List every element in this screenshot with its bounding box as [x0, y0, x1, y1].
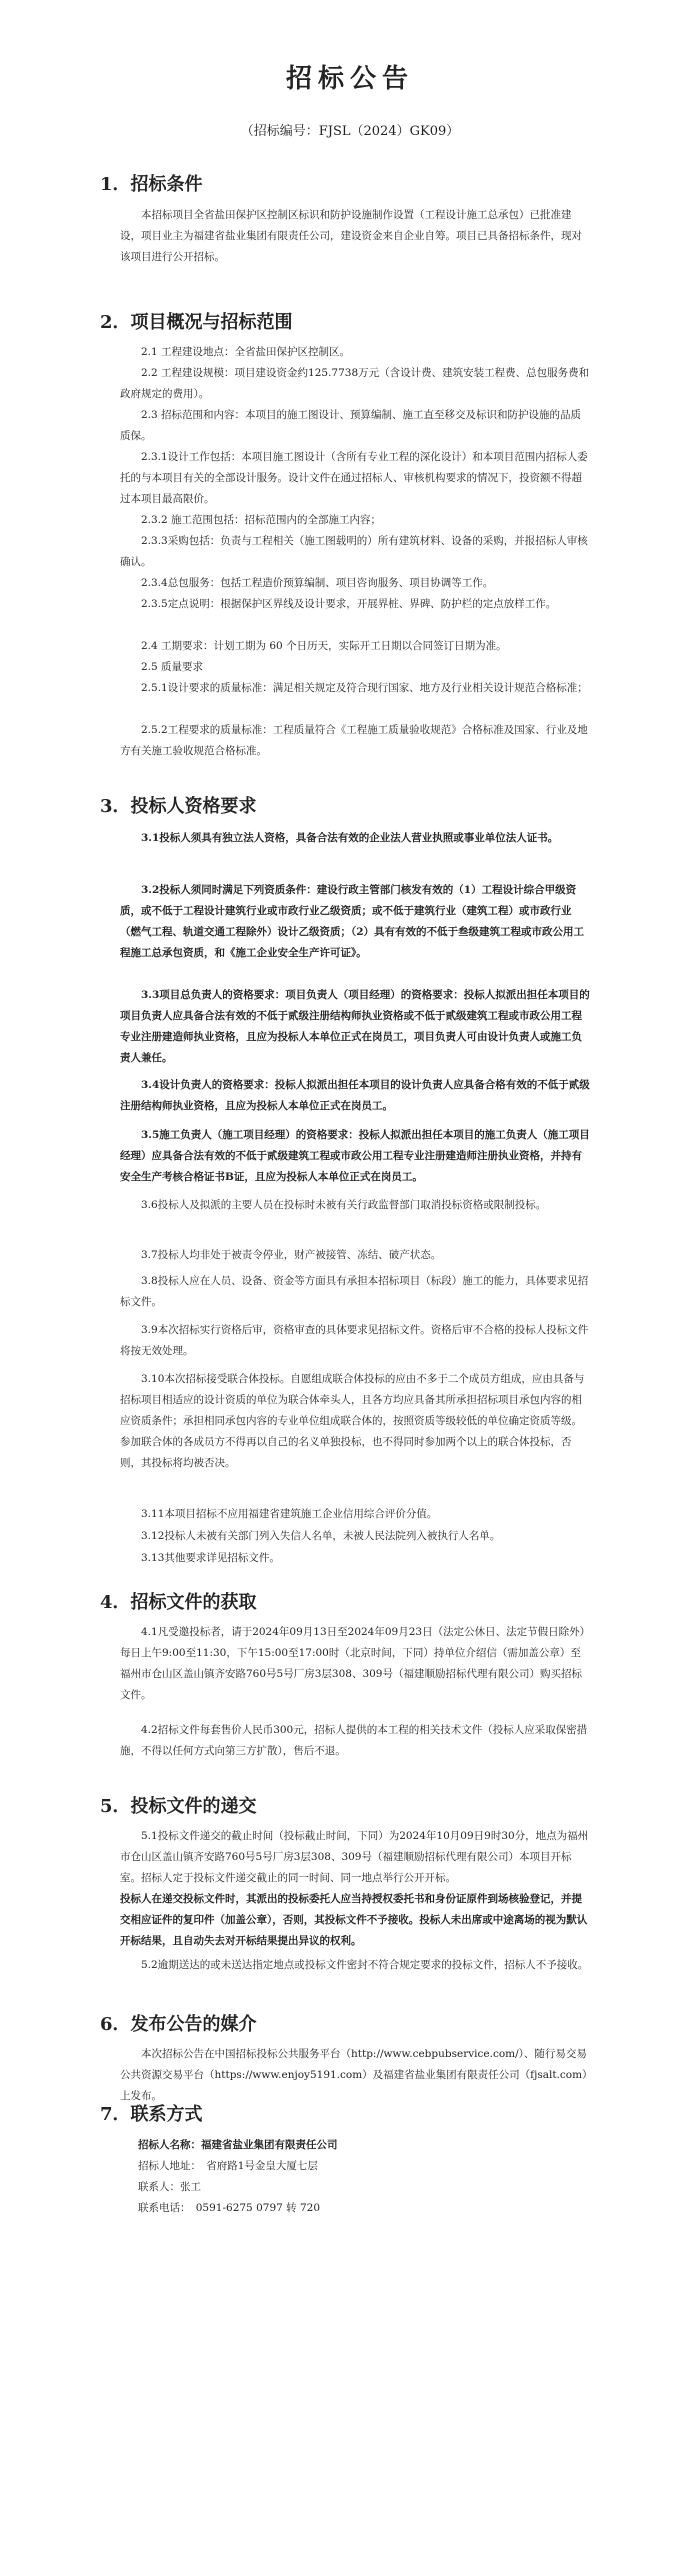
section-3-item: 3.8投标人应在人员、设备、资金等方面具有承担本招标项目（标段）施工的能力，具体要求见招标文件。: [120, 1275, 589, 1308]
section-1-paragraph: 本招标项目全省盐田保护区控制区标识和防护设施制作设置（工程设计施工总承包）已批准建设，项目业主为福建省盐业集团有限责任公司，建设资金来自企业自筹。项目已具备招标条件，现对该项目进行公开招标。: [120, 209, 582, 263]
section-2-item: 2.5.2工程要求的质量标准：工程质量符合《工程施工质量验收规范》合格标准及国家、行业及地方有关施工验收规范合格标准。: [120, 724, 588, 757]
section-5-heading: 5．投标文件的递交: [100, 1796, 257, 1817]
section-3-item: 3.6投标人及拟派的主要人员在投标时未被有关行政监督部门取消投标资格或限制投标。: [141, 1199, 547, 1211]
section-2-item: 2.3.4总包服务：包括工程造价预算编制、项目咨询服务、项目协调等工作。: [141, 577, 494, 589]
tender-number: （招标编号：FJSL（2024）GK09）: [240, 124, 460, 139]
section-2-item: 2.5.1设计要求的质量标准：满足相关规定及符合现行国家、地方及行业相关设计规范合格标准；: [141, 682, 588, 694]
section-2-item: 2.3.5定点说明：根据保护区界线及设计要求，开展界桩、界碑、防护栏的定点放样工作。: [141, 598, 557, 610]
section-5-bold-paragraph: 投标人在递交投标文件时，其派出的投标委托人应当持授权委托书和身份证原件到场核验登记，并提交相应证件的复印件（加盖公章），否则，其投标文件不予接收。投标人未出席或中途离场的视为默认开标结果，且自动失去对开标结果提出异议的权利。: [120, 1893, 588, 1947]
section-2-item: 2.1 工程建设地点：全省盐田保护区控制区。: [141, 346, 351, 358]
section-3-item: 3.9本次招标实行资格后审，资格审查的具体要求见招标文件。资格后审不合格的投标人投标文件将按无效处理。: [120, 1324, 589, 1357]
section-4-heading: 4．招标文件的获取: [100, 1592, 257, 1613]
tenderer-block: [138, 2135, 598, 2219]
section-2-item: 2.4 工期要求：计划工期为 60 个日历天，实际开工日期以合同签订日期为准。: [141, 640, 507, 652]
section-1-heading: 1．招标条件: [100, 174, 203, 195]
section-5-paragraph: 5.2逾期送达的或未送达指定地点或投标文件密封不符合规定要求的投标文件，招标人不予接收。: [141, 1959, 589, 1971]
section-2-item: 2.3.3采购包括：负责与工程相关（施工图载明的）所有建筑材料、设备的采购，并报招标人审核确认。: [120, 535, 588, 568]
section-3-item: 3.10本次招标接受联合体投标。自愿组成联合体投标的应由不多于二个成员方组成，应由具备与招标项目相适应的设计资质的单位为联合体牵头人，且各方均应具备其所承担招标项目承包内容的相应资质条件；承担相同承包内容的专业单位组成联合体的，按照资质等级较低的单位确定资质等级。参加联合体的各成员方不得再以自己的名义单独投标，也不得同时参加两个以上的联合体投标，否则，其投标将均被否决。: [120, 1373, 585, 1469]
section-2-heading: 2．项目概况与招标范围: [100, 312, 293, 333]
section-3-item: 3.4设计负责人的资格要求：投标人拟派出担任本项目的设计负责人应具备合格有效的不低于贰级注册结构师执业资格，且应为投标人本单位正式在岗员工。: [120, 1079, 590, 1112]
section-2-item: 2.3.2 施工范围包括：招标范围内的全部施工内容；: [141, 514, 382, 526]
section-2-item: 2.5 质量要求: [141, 661, 204, 673]
section-2-item: 2.3 招标范围和内容：本项目的施工图设计、预算编制、施工直至移交及标识和防护设施的品质质保。: [120, 409, 582, 442]
section-6-heading: 6．发布公告的媒介: [100, 2014, 257, 2035]
section-3-heading: 3．投标人资格要求: [100, 796, 257, 817]
tenderer-phone: 联系电话： 0591-6275 0797 转 720: [138, 2202, 321, 2214]
tenderer-name: 福建省盐业集团有限责任公司: [201, 2139, 338, 2151]
section-6-paragraph: 本次招标公告在中国招标投标公共服务平台（http://www.cebpubservice.com/）、随行易交易公共资源交易平台（https://www.enjoy5191.com）及福建省盐业集团有限责任公司（fjsalt.com）上发布。: [120, 2048, 588, 2102]
section-4-paragraph: 4.1凡受邀投标者，请于2024年09月13日至2024年09月23日（法定公休日、法定节假日除外）每日上午9:00至11:30，下午15:00至17:00时（北京时间，下同）持单位介绍信（需加盖公章）至福州市仓山区盖山镇齐安路760号5号厂房3层308、309号（福建顺励招标代理有限公司）购买招标文件。: [120, 1626, 585, 1701]
section-3-item: 3.1投标人须具有独立法人资格，具备合法有效的企业法人营业执照或事业单位法人证书。: [141, 832, 559, 844]
section-4-paragraph: 4.2招标文件每套售价人民币300元，招标人提供的本工程的相关技术文件（投标人应采取保密措施，不得以任何方式向第三方扩散），售后不退。: [120, 1724, 588, 1757]
tenderer-address: 招标人地址： 省府路1号金皇大厦七层: [138, 2160, 318, 2172]
tenderer-contact: 联系人：张工: [138, 2181, 201, 2193]
section-7-heading: 7．联系方式: [100, 2104, 203, 2125]
tenderer-name-label: 招标人名称：: [138, 2139, 201, 2151]
section-3-item: 3.11本项目招标不应用福建省建筑施工企业信用综合评价分值。: [141, 1508, 438, 1520]
section-3-item: 3.5施工负责人（施工项目经理）的资格要求：投标人拟派出担任本项目的施工负责人（施工项目经理）应具备合法有效的不低于贰级建筑工程或市政公用工程专业注册建造师注册执业资格，并持有安全生产考核合格证书B证，且应为投标人本单位正式在岗员工。: [120, 1129, 590, 1183]
section-5-paragraph: 5.1投标文件递交的截止时间（投标截止时间，下同）为2024年10月09日9时30分，地点为福州市仓山区盖山镇齐安路760号5号厂房3层308、309号（福建顺励招标代理有限公司）本项目开标室。招标人定于投标文件递交截止的同一时间、同一地点举行公开开标。: [120, 1830, 589, 1884]
section-3-item: 3.12投标人未被有关部门列入失信人名单，未被人民法院列入被执行人名单。: [141, 1530, 501, 1542]
section-2-item: 2.3.1设计工作包括：本项目施工图设计（含所有专业工程的深化设计）和本项目范围内招标人委托的与本项目有关的全部设计服务。设计文件在通过招标人、审核机构要求的情况下，投资额不得超过本项目最高限价。: [120, 451, 588, 505]
section-3-item: 3.7投标人均非处于被责令停业，财产被接管、冻结、破产状态。: [141, 1249, 442, 1261]
page-title: 招标公告: [285, 64, 414, 94]
section-3-item: 3.2投标人须同时满足下列资质条件：建设行政主管部门核发有效的（1）工程设计综合甲级资质，或不低于工程设计建筑行业或市政行业乙级资质；或不低于建筑行业（建筑工程）或市政行业（燃气工程、轨道交通工程除外）设计乙级资质；（2）具有有效的不低于叁级建筑工程或市政公用工程施工总承包资质，和《施工企业安全生产许可证》。: [120, 884, 585, 959]
section-3-item: 3.13其他要求详见招标文件。: [141, 1552, 280, 1564]
section-2-item: 2.2 工程建设规模：项目建设资金约125.7738万元（含设计费、建筑安装工程费、总包服务费和政府规定的费用）。: [120, 367, 590, 400]
section-3-item: 3.3项目总负责人的资格要求：项目负责人（项目经理）的资格要求：投标人拟派出担任本项目的项目负责人应具备合法有效的不低于贰级注册结构师执业资格或不低于贰级建筑工程或市政公用工程专业注册建造师执业资格，且应为投标人本单位正式在岗员工，项目负责人可由设计负责人或施工负责人兼任。: [120, 989, 590, 1064]
